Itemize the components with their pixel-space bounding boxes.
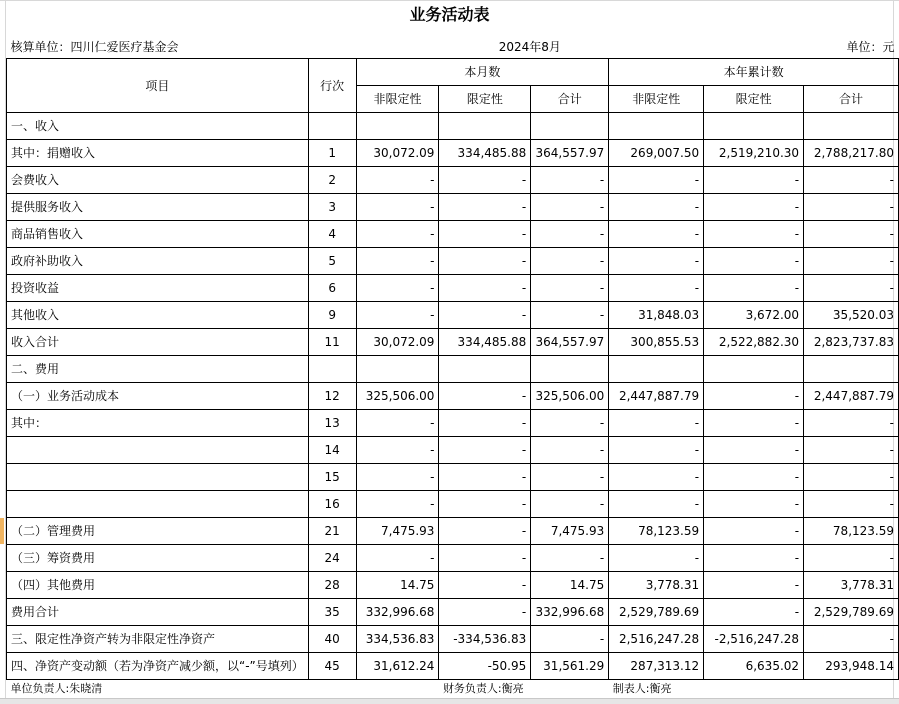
cell-month-unrestricted[interactable]: - — [356, 194, 439, 221]
row-item-label[interactable]: （二）管理费用 — [7, 518, 309, 545]
row-line-no[interactable]: 13 — [308, 410, 356, 437]
cell-ytd-restricted[interactable]: - — [704, 491, 804, 518]
cell-ytd-unrestricted[interactable]: 31,848.03 — [609, 302, 704, 329]
cell-ytd-restricted[interactable]: - — [704, 248, 804, 275]
cell-month-restricted[interactable]: -334,536.83 — [439, 626, 531, 653]
cell-ytd-total[interactable]: - — [804, 410, 899, 437]
cell-month-total[interactable] — [531, 113, 609, 140]
cell-ytd-total[interactable]: 35,520.03 — [804, 302, 899, 329]
row-item-label[interactable]: 其他收入 — [7, 302, 309, 329]
cell-month-restricted[interactable]: 334,485.88 — [439, 140, 531, 167]
cell-month-restricted[interactable]: - — [439, 572, 531, 599]
cell-month-unrestricted[interactable]: 30,072.09 — [356, 329, 439, 356]
cell-ytd-unrestricted[interactable]: 2,516,247.28 — [609, 626, 704, 653]
cell[interactable] — [308, 36, 356, 59]
table-row — [7, 437, 899, 464]
header-month-total[interactable]: 合计 — [531, 86, 609, 113]
cell-month-restricted[interactable]: - — [439, 383, 531, 410]
table-row — [7, 572, 899, 599]
header-ytd-total[interactable]: 合计 — [804, 86, 899, 113]
sheet-scrollbar[interactable] — [0, 698, 899, 704]
cell-month-restricted[interactable]: - — [439, 167, 531, 194]
cell-ytd-unrestricted[interactable]: 2,529,789.69 — [609, 599, 704, 626]
cell-ytd-total[interactable] — [804, 356, 899, 383]
header-month[interactable]: 本月数 — [356, 59, 609, 86]
cell-ytd-total[interactable]: - — [804, 464, 899, 491]
cell-month-unrestricted[interactable]: 334,536.83 — [356, 626, 439, 653]
table-row — [7, 113, 899, 140]
cell-ytd-total[interactable]: 3,778.31 — [804, 572, 899, 599]
row-item-label[interactable]: 四、净资产变动额（若为净资产减少额，以“-”号填列） — [7, 653, 309, 680]
cell-month-unrestricted[interactable]: 332,996.68 — [356, 599, 439, 626]
currency-unit-label[interactable]: 单位：元 — [804, 36, 899, 59]
cell-month-unrestricted[interactable]: 325,506.00 — [356, 383, 439, 410]
cell-month-unrestricted[interactable]: - — [356, 302, 439, 329]
cell-ytd-restricted[interactable] — [704, 113, 804, 140]
row-line-no[interactable]: 15 — [308, 464, 356, 491]
signature-row — [7, 680, 899, 699]
cell-ytd-unrestricted[interactable]: - — [609, 491, 704, 518]
cell-ytd-unrestricted[interactable]: - — [609, 545, 704, 572]
cell-month-restricted[interactable]: - — [439, 437, 531, 464]
cell-ytd-total[interactable]: - — [804, 437, 899, 464]
cell-month-total[interactable]: 364,557.97 — [531, 329, 609, 356]
table-row — [7, 275, 899, 302]
row-item-label[interactable]: 一、收入 — [7, 113, 309, 140]
row-line-no[interactable]: 28 — [308, 572, 356, 599]
header-ytd-unrestricted[interactable]: 非限定性 — [609, 86, 704, 113]
table-row — [7, 140, 899, 167]
row-item-label[interactable]: 费用合计 — [7, 599, 309, 626]
cell-ytd-restricted[interactable]: - — [704, 572, 804, 599]
cell-month-unrestricted[interactable]: 30,072.09 — [356, 140, 439, 167]
cell-ytd-restricted[interactable] — [704, 356, 804, 383]
cell-month-total[interactable]: 14.75 — [531, 572, 609, 599]
row-line-no[interactable]: 3 — [308, 194, 356, 221]
table-row — [7, 248, 899, 275]
cell-month-restricted[interactable] — [439, 113, 531, 140]
cell-ytd-restricted[interactable]: - — [704, 545, 804, 572]
cell-month-unrestricted[interactable]: - — [356, 275, 439, 302]
cell-ytd-unrestricted[interactable]: - — [609, 167, 704, 194]
cell-ytd-unrestricted[interactable]: 269,007.50 — [609, 140, 704, 167]
cell-ytd-restricted[interactable]: - — [704, 275, 804, 302]
row-item-label[interactable]: 其中：捐赠收入 — [7, 140, 309, 167]
cell-month-total[interactable]: 7,475.93 — [531, 518, 609, 545]
table-row — [7, 626, 899, 653]
cell[interactable] — [308, 680, 356, 699]
cell-month-restricted[interactable]: 334,485.88 — [439, 329, 531, 356]
cell-ytd-total[interactable]: - — [804, 275, 899, 302]
cell-month-total[interactable]: - — [531, 626, 609, 653]
cell-month-total[interactable]: 364,557.97 — [531, 140, 609, 167]
cell-month-restricted[interactable]: - — [439, 545, 531, 572]
row-item-label[interactable] — [7, 437, 309, 464]
header-ytd-restricted[interactable]: 限定性 — [704, 86, 804, 113]
row-line-no[interactable]: 21 — [308, 518, 356, 545]
cell-month-restricted[interactable]: - — [439, 464, 531, 491]
cell-month-restricted[interactable]: - — [439, 491, 531, 518]
cell-ytd-unrestricted[interactable]: - — [609, 194, 704, 221]
row-item-label[interactable]: 投资收益 — [7, 275, 309, 302]
row-item-label[interactable]: 提供服务收入 — [7, 194, 309, 221]
cell-ytd-restricted[interactable]: - — [704, 464, 804, 491]
header-line-no[interactable]: 行次 — [308, 59, 356, 113]
cell-month-total[interactable]: - — [531, 194, 609, 221]
row-line-no[interactable] — [308, 356, 356, 383]
table-row — [7, 545, 899, 572]
row-item-label[interactable] — [7, 491, 309, 518]
cell-month-total[interactable]: 31,561.29 — [531, 653, 609, 680]
cell-ytd-unrestricted[interactable]: - — [609, 221, 704, 248]
cell-ytd-restricted[interactable]: - — [704, 518, 804, 545]
activity-statement-table — [6, 36, 899, 698]
row-line-no[interactable]: 24 — [308, 545, 356, 572]
table-row — [7, 464, 899, 491]
cell-ytd-restricted[interactable]: - — [704, 167, 804, 194]
cell-month-unrestricted[interactable]: - — [356, 437, 439, 464]
row-line-no[interactable]: 5 — [308, 248, 356, 275]
cell-ytd-total[interactable]: 2,529,789.69 — [804, 599, 899, 626]
cell-month-unrestricted[interactable] — [356, 113, 439, 140]
cell-ytd-restricted[interactable]: - — [704, 221, 804, 248]
cell-ytd-total[interactable]: 293,948.14 — [804, 653, 899, 680]
cell-month-unrestricted[interactable]: - — [356, 221, 439, 248]
table-row — [7, 356, 899, 383]
cell-ytd-total[interactable] — [804, 113, 899, 140]
header-month-unrestricted[interactable]: 非限定性 — [356, 86, 439, 113]
cell-month-total[interactable]: - — [531, 167, 609, 194]
cell-month-unrestricted[interactable]: 14.75 — [356, 572, 439, 599]
table-row — [7, 410, 899, 437]
cell-month-unrestricted[interactable] — [356, 356, 439, 383]
cell-month-restricted[interactable]: - — [439, 275, 531, 302]
cell-ytd-unrestricted[interactable]: 3,778.31 — [609, 572, 704, 599]
cell-month-unrestricted[interactable]: 7,475.93 — [356, 518, 439, 545]
cell-ytd-unrestricted[interactable] — [609, 113, 704, 140]
table-row — [7, 194, 899, 221]
row-line-no[interactable]: 14 — [308, 437, 356, 464]
table-row — [7, 491, 899, 518]
header-month-restricted[interactable]: 限定性 — [439, 86, 531, 113]
cell-ytd-unrestricted[interactable]: - — [609, 275, 704, 302]
row-item-label[interactable]: （一）业务活动成本 — [7, 383, 309, 410]
row-item-label[interactable]: 二、费用 — [7, 356, 309, 383]
row-item-label[interactable]: 商品销售收入 — [7, 221, 309, 248]
cell-ytd-restricted[interactable]: - — [704, 383, 804, 410]
cell-ytd-total[interactable]: - — [804, 194, 899, 221]
cell-month-total[interactable]: - — [531, 410, 609, 437]
accounting-unit-label[interactable]: 核算单位：四川仁爱医疗基金会 — [7, 36, 309, 59]
row-line-no[interactable]: 4 — [308, 221, 356, 248]
cell-ytd-unrestricted[interactable] — [609, 356, 704, 383]
cell-ytd-restricted[interactable]: - — [704, 437, 804, 464]
table-row — [7, 599, 899, 626]
cell-month-restricted[interactable]: - — [439, 410, 531, 437]
table-row — [7, 518, 899, 545]
table-row — [7, 302, 899, 329]
cell-month-total[interactable] — [531, 356, 609, 383]
preparer-signature[interactable]: 制表人:衡亮 — [612, 682, 672, 695]
cell-month-restricted[interactable] — [439, 356, 531, 383]
cell-month-total[interactable]: - — [531, 275, 609, 302]
cell-month-restricted[interactable]: - — [439, 194, 531, 221]
cell-ytd-unrestricted[interactable]: - — [609, 410, 704, 437]
row-item-label[interactable]: 会费收入 — [7, 167, 309, 194]
cell-ytd-total[interactable]: - — [804, 248, 899, 275]
report-period[interactable]: 2024年8月 — [356, 36, 704, 59]
cell-month-unrestricted[interactable]: 31,612.24 — [356, 653, 439, 680]
row-line-no[interactable]: 35 — [308, 599, 356, 626]
cell-month-total[interactable]: - — [531, 464, 609, 491]
cell-ytd-total[interactable]: 2,823,737.83 — [804, 329, 899, 356]
cell-ytd-restricted[interactable]: 6,635.02 — [704, 653, 804, 680]
row-line-no[interactable]: 12 — [308, 383, 356, 410]
row-line-no[interactable]: 9 — [308, 302, 356, 329]
cell-ytd-unrestricted[interactable]: 300,855.53 — [609, 329, 704, 356]
row-line-no[interactable]: 16 — [308, 491, 356, 518]
row-item-label[interactable] — [7, 464, 309, 491]
cell-month-total[interactable]: - — [531, 248, 609, 275]
cell-month-total[interactable]: - — [531, 221, 609, 248]
cell-ytd-restricted[interactable]: 2,522,882.30 — [704, 329, 804, 356]
cell-ytd-restricted[interactable]: 3,672.00 — [704, 302, 804, 329]
table-row — [7, 383, 899, 410]
table-row — [7, 221, 899, 248]
row-line-no[interactable]: 11 — [308, 329, 356, 356]
cell-ytd-unrestricted[interactable]: 287,313.12 — [609, 653, 704, 680]
cell-ytd-restricted[interactable]: 2,519,210.30 — [704, 140, 804, 167]
unit-head-signature[interactable]: 单位负责人:朱晓清 — [10, 682, 103, 695]
cell-month-total[interactable]: 332,996.68 — [531, 599, 609, 626]
table-row — [7, 329, 899, 356]
cell-ytd-restricted[interactable]: -2,516,247.28 — [704, 626, 804, 653]
cell-ytd-unrestricted[interactable]: - — [609, 464, 704, 491]
cell-month-total[interactable]: - — [531, 302, 609, 329]
cell-month-restricted[interactable]: - — [439, 248, 531, 275]
cell-ytd-restricted[interactable]: - — [704, 194, 804, 221]
cell-month-restricted[interactable]: - — [439, 518, 531, 545]
cell-ytd-total[interactable]: - — [804, 221, 899, 248]
cell-month-unrestricted[interactable]: - — [356, 491, 439, 518]
cell-month-unrestricted[interactable]: - — [356, 410, 439, 437]
cell-month-unrestricted[interactable]: - — [356, 248, 439, 275]
cell-month-restricted[interactable]: - — [439, 599, 531, 626]
cell-month-unrestricted[interactable]: - — [356, 167, 439, 194]
cell-month-total[interactable]: - — [531, 437, 609, 464]
header-ytd[interactable]: 本年累计数 — [609, 59, 899, 86]
table-row — [7, 653, 899, 680]
cell-ytd-total[interactable]: - — [804, 491, 899, 518]
cell-month-total[interactable]: - — [531, 545, 609, 572]
row-item-label[interactable]: （四）其他费用 — [7, 572, 309, 599]
row-item-label[interactable]: 其中： — [7, 410, 309, 437]
row-selection-indicator — [0, 518, 4, 544]
row-item-label[interactable]: 收入合计 — [7, 329, 309, 356]
cell[interactable] — [704, 36, 804, 59]
cell-month-restricted[interactable]: - — [439, 221, 531, 248]
cell-ytd-restricted[interactable]: - — [704, 410, 804, 437]
row-line-no[interactable]: 6 — [308, 275, 356, 302]
cell-ytd-total[interactable]: - — [804, 626, 899, 653]
cell-ytd-unrestricted[interactable]: - — [609, 248, 704, 275]
cell-ytd-total[interactable]: - — [804, 167, 899, 194]
finance-head-signature[interactable]: 财务负责人:衡亮 — [442, 682, 524, 695]
table-row — [7, 167, 899, 194]
table-body — [7, 113, 899, 680]
row-line-no[interactable]: 45 — [308, 653, 356, 680]
cell-ytd-unrestricted[interactable]: 2,447,887.79 — [609, 383, 704, 410]
cell-month-restricted[interactable]: - — [439, 302, 531, 329]
cell-ytd-unrestricted[interactable]: 78,123.59 — [609, 518, 704, 545]
cell-ytd-restricted[interactable]: - — [704, 599, 804, 626]
row-item-label[interactable]: （三）筹资费用 — [7, 545, 309, 572]
cell-ytd-total[interactable]: 78,123.59 — [804, 518, 899, 545]
cell-ytd-unrestricted[interactable]: - — [609, 437, 704, 464]
row-line-no[interactable]: 2 — [308, 167, 356, 194]
header-item[interactable]: 项目 — [7, 59, 309, 113]
cell-ytd-total[interactable]: - — [804, 545, 899, 572]
cell-month-unrestricted[interactable]: - — [356, 464, 439, 491]
cell-month-unrestricted[interactable]: - — [356, 545, 439, 572]
report-title[interactable]: 业务活动表 — [409, 5, 490, 24]
cell-month-total[interactable]: 325,506.00 — [531, 383, 609, 410]
cell-ytd-total[interactable]: 2,447,887.79 — [804, 383, 899, 410]
header-row-1 — [7, 59, 899, 86]
cell-ytd-total[interactable]: 2,788,217.80 — [804, 140, 899, 167]
row-line-no[interactable]: 40 — [308, 626, 356, 653]
row-item-label[interactable]: 三、限定性净资产转为非限定性净资产 — [7, 626, 309, 653]
meta-row — [7, 36, 899, 59]
row-item-label[interactable]: 政府补助收入 — [7, 248, 309, 275]
cell-month-total[interactable]: - — [531, 491, 609, 518]
cell-month-restricted[interactable]: -50.95 — [439, 653, 531, 680]
row-line-no[interactable] — [308, 113, 356, 140]
row-line-no[interactable]: 1 — [308, 140, 356, 167]
cell[interactable] — [356, 680, 439, 699]
